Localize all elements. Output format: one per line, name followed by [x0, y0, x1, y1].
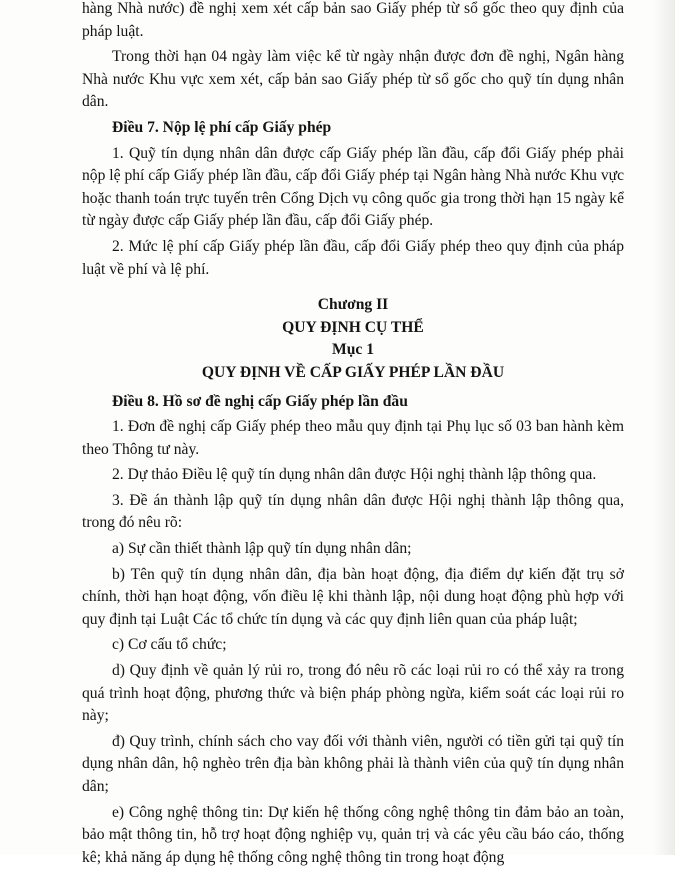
article-7-title: Điều 7. Nộp lệ phí cấp Giấy phép — [112, 118, 332, 136]
article-8-item-3c: c) Cơ cấu tổ chức; — [112, 636, 227, 654]
chapter-label: Chương II — [317, 296, 389, 314]
article-8-item-3a: a) Sự cần thiết thành lập quỹ tín dụng nhân dân; — [112, 540, 412, 558]
article-8-item-3e: e) Công nghệ thông tin: Dự kiến hệ thống công nghệ thông tin đảm bảo an toàn, bảo mật thông tin, hỗ trợ hoạt động nghiệp vụ, quản trị và các yêu cầu báo cáo, thống kê; khả năng áp dụng hệ thống công nghệ thông tin trong hoạt động — [82, 803, 624, 866]
article-8-title: Điều 8. Hồ sơ đề nghị cấp Giấy phép lần đầu — [112, 392, 408, 410]
continued-paragraph: hàng Nhà nước) đề nghị xem xét cấp bản sao Giấy phép từ sổ gốc theo quy định của pháp luật. — [82, 0, 624, 40]
section-title: QUY ĐỊNH VỀ CẤP GIẤY PHÉP LẦN ĐẦU — [201, 363, 505, 381]
article-8-item-3dd: đ) Quy trình, chính sách cho vay đối với thành viên, người có tiền gửi tại quỹ tín dụng nhân dân, hộ nghèo trên địa bàn không phải là thành viên của quỹ tín dụng nhân dân; — [82, 732, 624, 795]
article-8-item-1: 1. Đơn đề nghị cấp Giấy phép theo mẫu quy định tại Phụ lục số 03 ban hành kèm theo Thông tư này. — [82, 418, 624, 458]
article-8-item-3: 3. Đề án thành lập quỹ tín dụng nhân dân được Hội nghị thành lập thông qua, trong đó nêu rõ: — [82, 491, 624, 532]
article-8-item-3b: b) Tên quỹ tín dụng nhân dân, địa bàn hoạt động, địa điểm dự kiến đặt trụ sở chính, thời hạn hoạt động, vốn điều lệ khi thành lập, nội dung hoạt động phù hợp với quy định tại Luật Các tổ chức tín dụng và các quy định liên quan của pháp luật; — [82, 565, 624, 628]
article-7-item-2: 2. Mức lệ phí cấp Giấy phép lần đầu, cấp đổi Giấy phép theo quy định của pháp luật về phí và lệ phí. — [82, 237, 624, 278]
article-8-item-3d: d) Quy định về quản lý rủi ro, trong đó nêu rõ các loại rủi ro có thể xảy ra trong quá trình hoạt động, phương thức và biện pháp phòng ngừa, kiểm soát các loại rủi ro này; — [82, 662, 624, 725]
chapter-title: QUY ĐỊNH CỤ THỂ — [282, 318, 424, 336]
article-8-item-2: 2. Dự thảo Điều lệ quỹ tín dụng nhân dân được Hội nghị thành lập thông qua. — [112, 466, 597, 484]
paragraph: Trong thời hạn 04 ngày làm việc kể từ ngày nhận được đơn đề nghị, Ngân hàng Nhà nước Khu vực xem xét, cấp bản sao Giấy phép từ sổ gốc cho quỹ tín dụng nhân dân. — [82, 48, 624, 111]
article-7-item-1: 1. Quỹ tín dụng nhân dân được cấp Giấy phép lần đầu, cấp đổi Giấy phép phải nộp lệ phí cấp Giấy phép lần đầu, cấp đổi Giấy phép tại Ngân hàng Nhà nước Khu vực hoặc thanh toán trực tuyến trên Cổng Dịch vụ công quốc gia trong thời hạn 15 ngày kể từ ngày được cấp Giấy phép lần đầu, cấp đổi Giấy phép. — [82, 144, 624, 230]
scan-edge-shadow — [653, 0, 675, 855]
section-label: Mục 1 — [331, 341, 374, 359]
document-body — [82, 0, 624, 872]
